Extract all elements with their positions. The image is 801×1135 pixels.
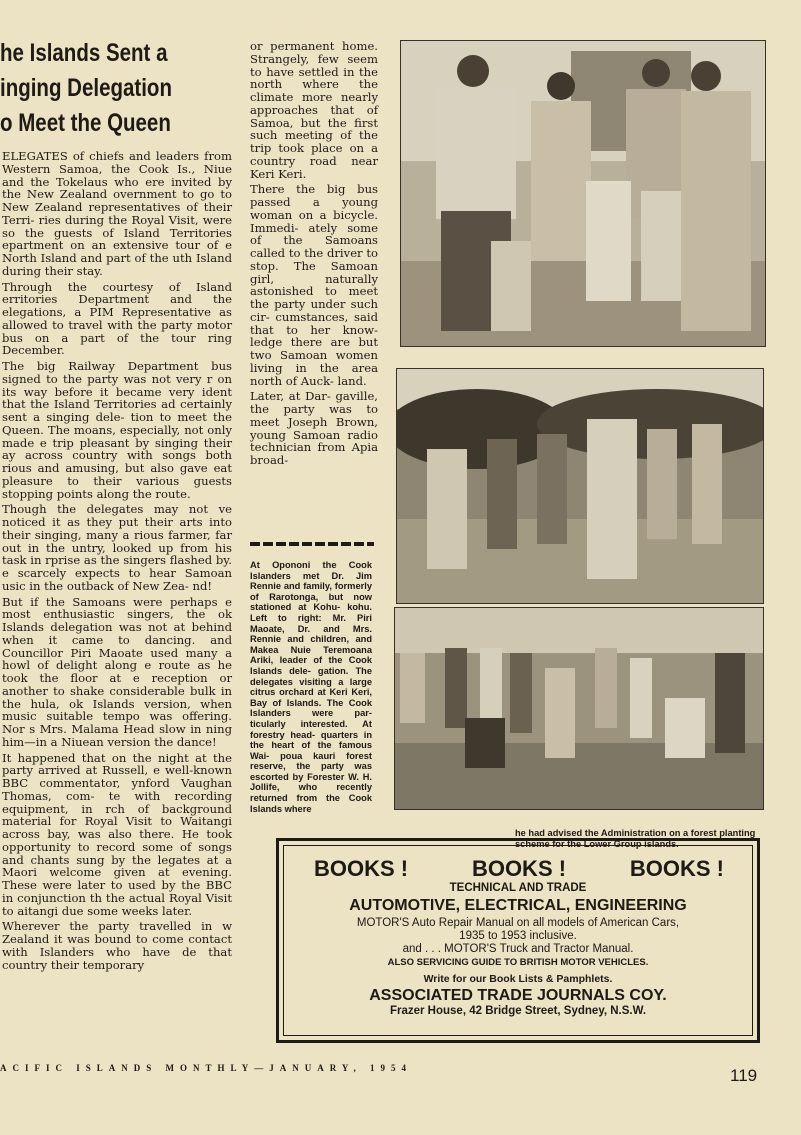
column-divider (250, 542, 374, 546)
photo-citrus-orchard (396, 368, 764, 604)
paragraph: or permanent home. Strangely, few seem to have settled in the north where the climate more nearly approaches that of Samoa, but the first such meeting of the trip took place on a country road near Keri Keri. (250, 39, 378, 181)
headline-line: o Meet the Queen (0, 109, 171, 137)
paragraph: Through the courtesy of Island erritories Department and the elegations, a PIM Representative as allowed to travel with the party motor bus on a part of the tour ring December. (2, 279, 232, 358)
books-advertisement (276, 838, 760, 1043)
article-column-1 (2, 150, 232, 974)
headline-line: he Islands Sent a (0, 39, 168, 67)
paragraph: Later, at Dar- gaville, the party was to meet Joseph Brown, young Samoan radio technician from Apia broad- (250, 389, 378, 467)
photo-forestry-hq (394, 607, 764, 810)
ad-inner-border (283, 845, 753, 1036)
ad-text: and . . . MOTOR'S Truck and Tractor Manual. (402, 943, 634, 955)
page-number: 119 (730, 1066, 758, 1085)
page-footer: ACIFIC ISLANDS MONTHLY—JANUARY, 1954 (0, 1063, 413, 1073)
paragraph: ELEGATES of chiefs and leaders from Western Samoa, the Cook Is., Niue and the Tokelaus who ere invited by the New Zealand overnment to go to New Zealand representatives of their Terri- ries during the Royal Visit, were so the guests of Island Territories epartment on an extensive tour of e North Island and part of the uth Island during their stay. (2, 149, 232, 278)
ad-books-label: BOOKS ! (629, 856, 724, 881)
paragraph: The big Railway Department bus signed to the party was not very r on its way before it became very ident that the Island Territories ad certainly sent a singing dele- tion to meet the Queen. The moans, especially, not only made e trip pleasant by singing their ay across country with songs both rious and amusing, but also gave eat pleasure to their various guests stopping points along the route. (2, 359, 232, 501)
ad-text: MOTOR'S Auto Repair Manual on all models of American Cars, (356, 917, 680, 929)
article-headline (0, 36, 246, 141)
ad-subtitle: TECHNICAL AND TRADE (449, 882, 587, 894)
ad-books-label: BOOKS ! (314, 856, 409, 881)
ad-heading: AUTOMOTIVE, ELECTRICAL, ENGINEERING (349, 897, 687, 914)
photo-caption-continued: he had advised the Administration on a forest planting scheme for the Lower Group islands. (515, 828, 756, 849)
paragraph: But if the Samoans were perhaps e most enthusiastic singers, the ok Islands delegation was not at behind when it came to dancing. and Councillor Piri Maoate used many a howl of delight along e route as he took the floor at e reception or another to shake considerable bulk in the hula, ok Islands version, when music suitable tempo was offering. Nor s Mrs. Malama Head slow in ning him—in a Niuean version the dance! (2, 594, 232, 749)
paragraph: Though the delegates may not ve noticed it as they put their arts into their singing, many a rious farmer, far out in the untry, looked up from his task in rprise as the singers flashed by. e scarcely expects to hear Samoan usic in the outback of New Zea- nd! (2, 502, 232, 593)
paragraph: It happened that on the night at the party arrived at Russell, e well-known BBC commentator, ynford Vaughan Thomas, com- te with recording equipment, in rch of background material for Royal Visit to Waitangi across bay, was also there. He took opportunity to record some of songs and chants sung by the legates at a Maori welcome given at evening. These were later to used by the BBC in conjunction th the actual Royal Visit to aitangi due some weeks later. (2, 750, 232, 918)
headline-line: inging Delegation (0, 74, 172, 102)
ad-company: ASSOCIATED TRADE JOURNALS COY. (369, 987, 667, 1004)
ad-text: ALSO SERVICING GUIDE TO BRITISH MOTOR VEHICLES. (387, 957, 649, 968)
photo-group-opononi (400, 40, 766, 347)
paragraph: There the big bus passed a young woman on a bicycle. Immedi- ately some of the Samoans called to the driver to stop. The Samoan girl, naturally astonished to meet the party under such cir- cumstances, said that to her know- ledge there are but two Samoan women living in the area north of Auck- land. (250, 182, 378, 388)
photo-caption: At Opononi the Cook Islanders met Dr. Jim Rennie and family, formerly of Rarotonga, but now stationed at Kohu- kohu. Left to right: Mr. Piri Maoate, Dr. and Mrs. Rennie and children, and Makea Nuie Teremoana Ariki, leader of the Cook Islands dele- gation. The delegates visiting a large citrus orchard at Keri Keri, Bay of Islands. The Cook Islanders were par- ticularly interested. At forestry head- quarters in the heart of the famous Wai- poua kauri forest reserve, the party was escorted by Forester W. H. Jollife, who recently returned from the Cook Islands where (250, 560, 372, 814)
paragraph: Wherever the party travelled in w Zealand it was bound to come contact with Islanders who have de that country their temporary (2, 919, 232, 972)
ad-text: Write for our Book Lists & Pamphlets. (423, 973, 613, 985)
ad-books-label: BOOKS ! (471, 856, 567, 881)
article-column-2 (250, 40, 378, 470)
ad-address: Frazer House, 42 Bridge Street, Sydney, N.S.W. (389, 1005, 647, 1017)
ad-text: 1935 to 1953 inclusive. (459, 930, 577, 942)
ad-books-row (284, 846, 752, 882)
